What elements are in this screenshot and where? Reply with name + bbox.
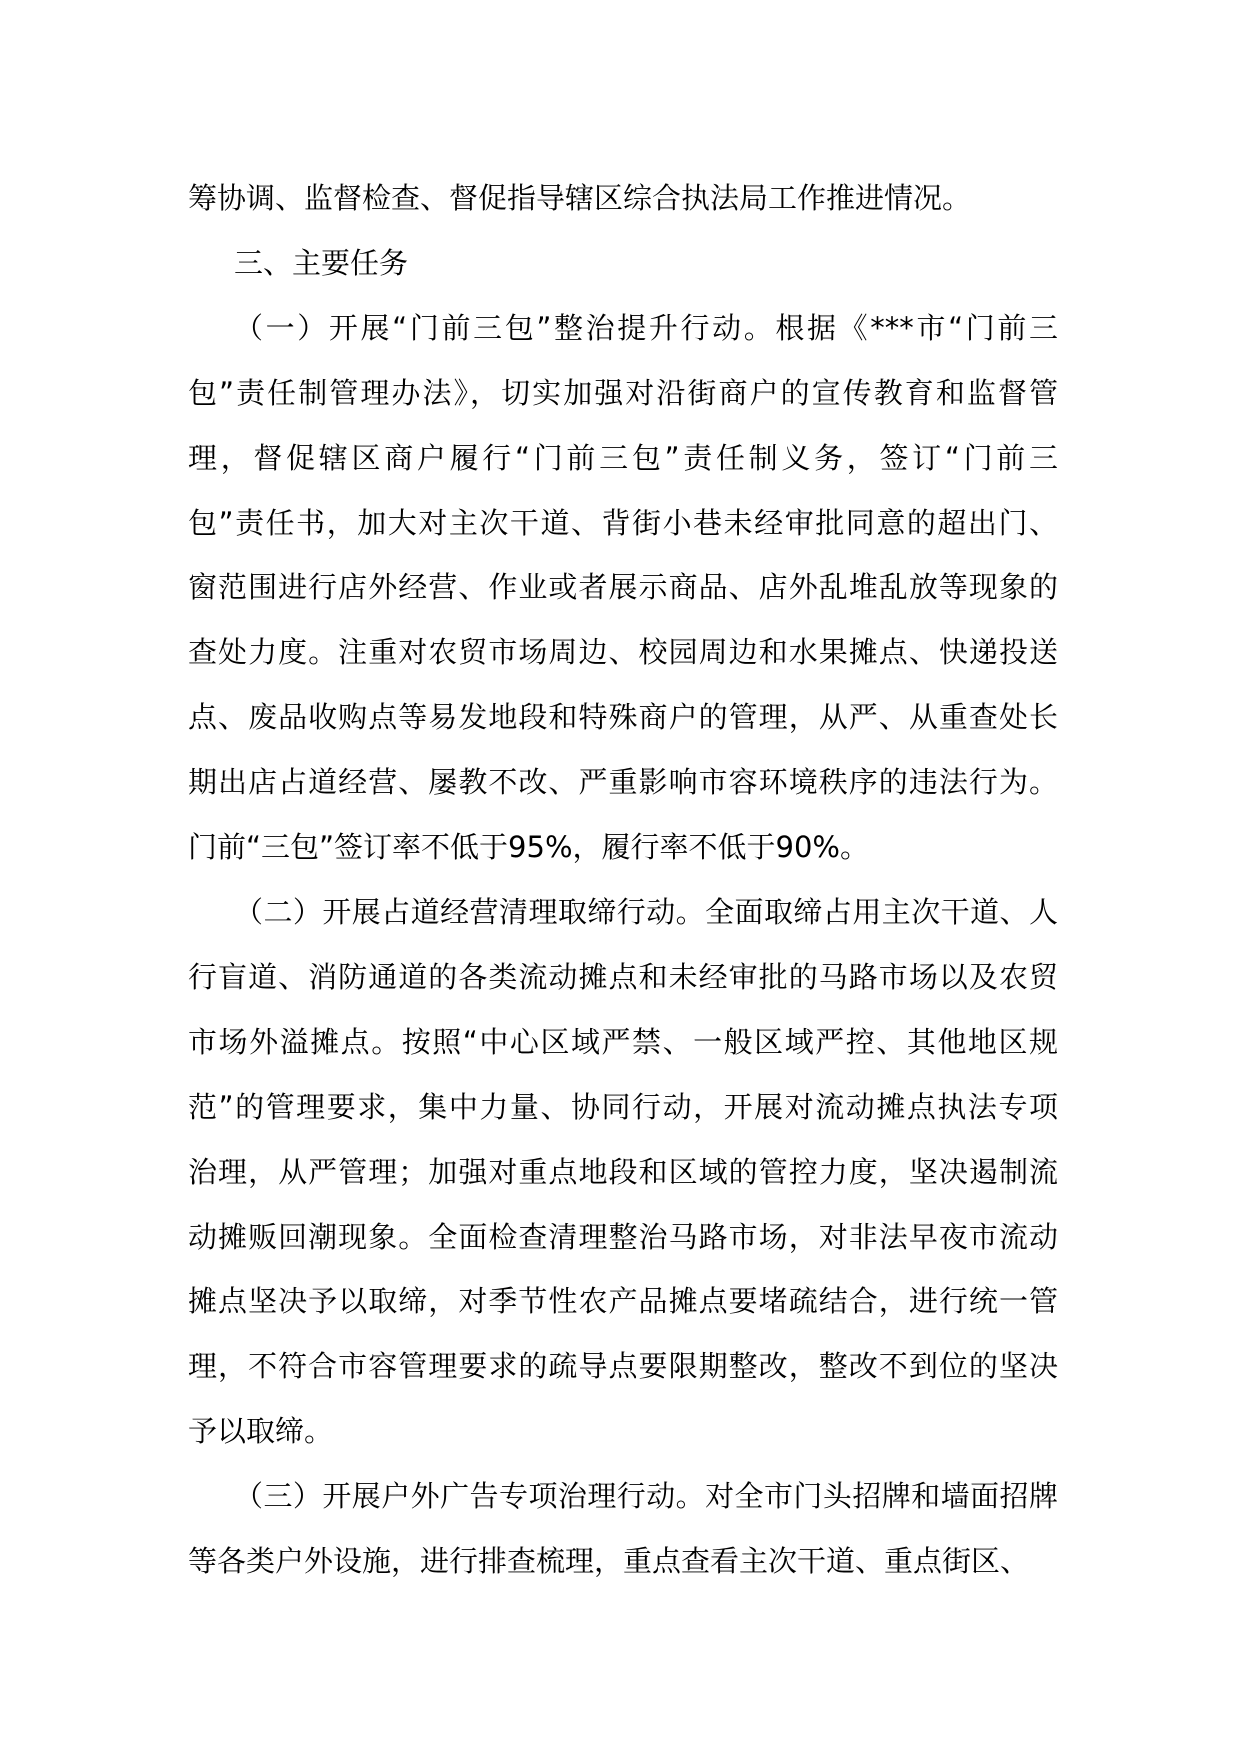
text-line: 理，督促辖区商户履行“门前三包”责任制义务，签订“门前三 <box>188 440 1058 475</box>
text-line: 等各类户外设施，进行排查梳理，重点查看主次干道、重点街区、 <box>188 1544 1030 1579</box>
text-line: 三、主要任务 <box>234 245 409 280</box>
text-line: 点、废品收购点等易发地段和特殊商户的管理，从严、从重查处长 <box>188 700 1058 735</box>
text-line: 期出店占道经营、屡教不改、严重影响市容环境秩序的违法行为。 <box>188 765 1058 800</box>
text-line: 筹协调、监督检查、督促指导辖区综合执法局工作推进情况。 <box>188 181 972 215</box>
text-line: 予以取缔。 <box>188 1414 334 1449</box>
text-line: 窗范围进行店外经营、作业或者展示商品、店外乱堆乱放等现象的 <box>188 570 1058 605</box>
paragraph-p1 <box>188 231 1058 296</box>
text-line: （三）开展户外广告专项治理行动。对全市门头招牌和墙面招牌 <box>234 1479 1058 1514</box>
document-page <box>188 166 1058 1594</box>
text-line: （一）开展“门前三包”整治提升行动。根据《***市“门前三 <box>234 310 1058 345</box>
text-line: 理，不符合市容管理要求的疏导点要限期整改，整改不到位的坚决 <box>188 1349 1058 1384</box>
text-line: 行盲道、消防通道的各类流动摊点和未经审批的马路市场以及农贸 <box>188 959 1058 994</box>
text-line: 摊点坚决予以取缔，对季节性农产品摊点要堵疏结合，进行统一管 <box>188 1284 1058 1319</box>
paragraph-p3 <box>188 880 1058 1464</box>
text-line: 范”的管理要求，集中力量、协同行动，开展对流动摊点执法专项 <box>188 1089 1058 1124</box>
text-line: 门前“三包”签订率不低于95%，履行率不低于90%。 <box>188 830 869 865</box>
text-line: 包”责任制管理办法》，切实加强对沿街商户的宣传教育和监督管 <box>188 375 1058 410</box>
paragraph-p2 <box>188 296 1058 880</box>
text-line: 市场外溢摊点。按照“中心区域严禁、一般区域严控、其他地区规 <box>188 1024 1058 1059</box>
text-line: 包”责任书，加大对主次干道、背街小巷未经审批同意的超出门、 <box>188 505 1058 540</box>
paragraph-p4 <box>188 1464 1058 1594</box>
text-line: （二）开展占道经营清理取缔行动。全面取缔占用主次干道、人 <box>234 894 1058 929</box>
text-line: 动摊贩回潮现象。全面检查清理整治马路市场，对非法早夜市流动 <box>188 1219 1058 1254</box>
text-line: 查处力度。注重对农贸市场周边、校园周边和水果摊点、快递投送 <box>188 635 1058 670</box>
text-line: 治理，从严管理；加强对重点地段和区域的管控力度，坚决遏制流 <box>188 1154 1058 1189</box>
paragraph-p0 <box>188 166 1058 231</box>
